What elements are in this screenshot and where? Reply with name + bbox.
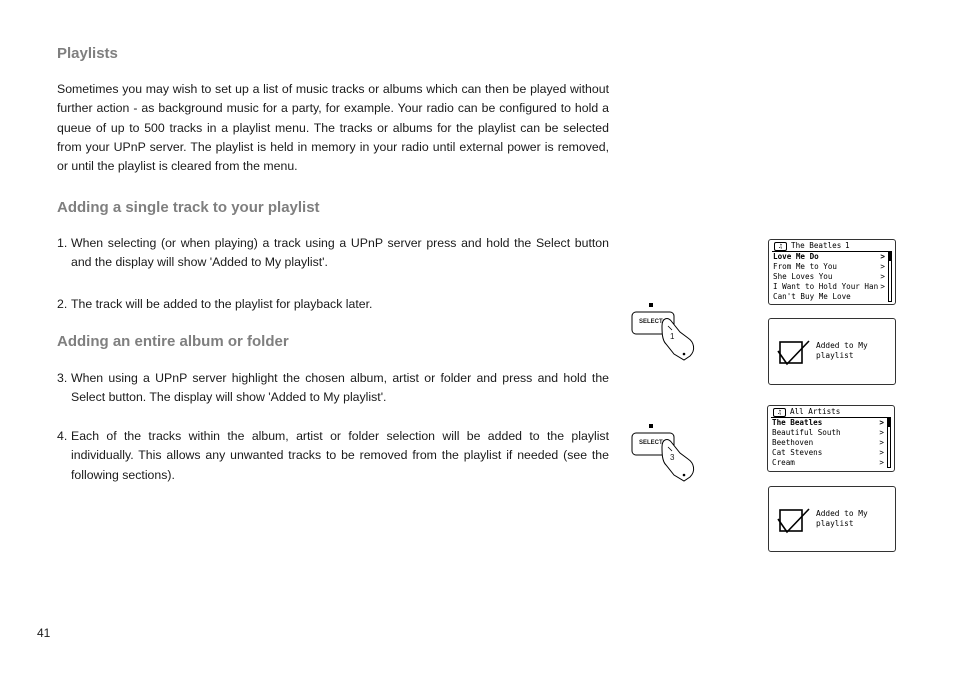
chevron-right-icon: > <box>879 448 884 457</box>
lcd-row: She Loves You <box>773 272 833 281</box>
select-button-illustration-1 <box>628 300 700 362</box>
playlist-added-check-icon <box>777 507 811 535</box>
chevron-right-icon: > <box>880 262 885 271</box>
lcd-row: From Me to You <box>773 262 838 271</box>
select-press-hand-icon <box>628 300 700 362</box>
select-button-illustration-3 <box>628 421 700 483</box>
step-indicator: 3 <box>670 453 675 462</box>
lcd-message-line-2: playlist <box>816 351 854 360</box>
album-heading: Adding an entire album or folder <box>57 333 289 350</box>
step-4 <box>57 427 609 485</box>
chevron-right-icon: > <box>879 438 884 447</box>
step-number: 1. <box>57 236 68 250</box>
lcd-row: Can't Buy Me Love <box>773 292 851 301</box>
lcd-artist-list <box>767 405 895 472</box>
chevron-right-icon: > <box>880 272 885 281</box>
lcd-message-line-1: Added to My <box>816 341 868 350</box>
lcd-message-line-2: playlist <box>816 519 854 528</box>
step-text: When selecting (or when playing) a track using a UPnP server press and hold the Select button and the display will show 'Added to My playlist'. <box>71 236 609 270</box>
single-track-heading: Adding a single track to your playlist <box>57 199 320 216</box>
step-indicator: 1 <box>670 332 675 341</box>
lcd-added-message <box>768 318 896 385</box>
select-button-label: SELECT <box>639 440 663 446</box>
lcd-row: The Beatles <box>772 418 823 427</box>
chevron-right-icon: > <box>879 428 884 437</box>
step-2 <box>57 295 609 314</box>
chevron-right-icon: > <box>879 458 884 467</box>
step-number: 3. <box>57 371 68 385</box>
lcd-row: Beautiful South <box>772 428 841 437</box>
step-number: 2. <box>57 297 68 311</box>
intro-paragraph: Sometimes you may wish to set up a list of music tracks or albums which can then be played without further action - as background music for a party, for example. Your radio can be configured to hold a queue of up to 500 tracks in a playlist menu. The tracks or albums for the playlist can be selected from your UPnP server. The playlist is held in memory in your radio until external power is removed, or until the playlist is cleared from the menu. <box>57 82 609 174</box>
music-folder-icon: ♫ <box>774 242 787 251</box>
playlist-added-check-icon <box>777 339 811 367</box>
lcd-row: Cream <box>772 458 795 467</box>
lcd-row: Beethoven <box>772 438 814 447</box>
lcd-scrollbar <box>887 418 891 468</box>
step-1 <box>57 234 609 273</box>
chevron-right-icon: > <box>880 252 885 261</box>
lcd-track-list <box>768 239 896 305</box>
lcd-added-message <box>768 486 896 552</box>
step-text: The track will be added to the playlist for playback later. <box>71 297 373 311</box>
step-3 <box>57 369 609 408</box>
chevron-right-icon: > <box>880 282 885 291</box>
page-number: 41 <box>37 626 51 640</box>
lcd-header: The Beatles <box>791 241 842 250</box>
lcd-row: Love Me Do <box>773 252 819 261</box>
music-folder-icon: ♫ <box>773 408 786 417</box>
lcd-header: All Artists <box>790 407 841 416</box>
select-press-hand-icon <box>628 421 700 483</box>
lcd-row: I Want to Hold Your Han <box>773 282 879 291</box>
lcd-row: Cat Stevens <box>772 448 823 457</box>
step-number: 4. <box>57 429 68 443</box>
step-text: When using a UPnP server highlight the chosen album, artist or folder and press and hold the Select button. The display will show 'Added to My playlist'. <box>71 371 609 405</box>
lcd-header-number: 1 <box>845 241 850 250</box>
lcd-scrollbar <box>888 252 892 302</box>
section-title: Playlists <box>57 45 118 62</box>
lcd-message-line-1: Added to My <box>816 509 868 518</box>
chevron-right-icon: > <box>879 418 884 427</box>
select-button-label: SELECT <box>639 319 663 325</box>
step-text: Each of the tracks within the album, artist or folder selection will be added to the playlist individually. This allows any unwanted tracks to be removed from the playlist if needed (see the following sections). <box>71 429 609 482</box>
